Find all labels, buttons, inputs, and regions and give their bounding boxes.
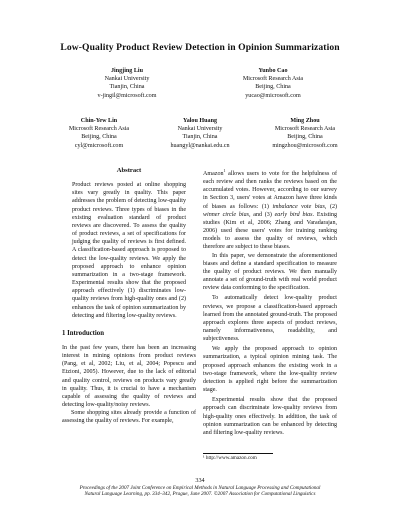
- footer-line: Proceedings of the 2007 Joint Conference on Empirical Methods in Natural Language Processing and Computational: [79, 485, 321, 491]
- author-block: [145, 117, 255, 150]
- left-column: [62, 167, 196, 426]
- right-column: [203, 167, 337, 437]
- author-name: Ming Zhou: [290, 118, 320, 124]
- emphasis-text: winner circle bias: [203, 211, 249, 218]
- paper-title: Low-Quality Product Review Detection in Opinion Summarization: [60, 42, 340, 53]
- emphasis-text: imbalance vote bias: [272, 203, 325, 210]
- author-email: huangyl@nankai.edu.cn: [170, 142, 230, 149]
- author-block: [72, 67, 182, 100]
- author-affiliation: Microsoft Research Asia: [274, 126, 336, 133]
- author-city: Tianjin, China: [182, 134, 218, 141]
- author-city: Beijing, China: [81, 134, 117, 141]
- author-email: cyl@microsoft.com: [74, 142, 124, 149]
- author-city: Beijing, China: [255, 84, 291, 91]
- author-email: v-jingil@microsoft.com: [97, 92, 157, 99]
- body-text: , and (3): [248, 211, 275, 218]
- author-block: [44, 117, 154, 150]
- author-name: Yalou Huang: [182, 118, 218, 124]
- abstract-heading: Abstract: [116, 167, 142, 174]
- footnote: ¹ http://www.amazon.com: [203, 455, 257, 461]
- author-affiliation: Nankai University: [104, 76, 150, 83]
- footnote-marker: 1: [223, 168, 226, 173]
- body-text: , (2): [324, 203, 337, 210]
- author-affiliation: Microsoft Research Asia: [68, 126, 130, 133]
- proceedings-footer: [55, 485, 345, 498]
- author-affiliation: Nankai University: [177, 126, 223, 133]
- page-number: 334: [195, 477, 205, 484]
- author-block: [245, 117, 365, 150]
- section-heading: 1 Introduction: [62, 329, 104, 337]
- author-name: Yunbo Cao: [258, 68, 288, 74]
- body-paragraph: Some shopping sites already provide a function of assessing the quality of reviews. For example,: [62, 410, 196, 425]
- abstract-text: Product reviews posted at online shopping sites vary greatly in quality. This paper addresses the problem of detecting low-quality product reviews. Three types of biases in the existing evaluation standard of product reviews are discovered. To assess the quality of product reviews, a set of specifications for judging the quality of reviews is first defined. A classification-based approach is proposed to detect the low-quality reviews. We apply the proposed approach to enhance opinion summarization in a two-stage framework. Experimental results show that the proposed approach effectively (1) discriminates low-quality reviews from high-quality ones and (2) enhances the task of opinion summarization by detecting and filtering low-quality reviews.: [72, 182, 186, 319]
- body-paragraph: [203, 167, 337, 252]
- body-text: Amazon: [203, 171, 224, 178]
- author-email: mingzhou@microsoft.com: [272, 142, 338, 149]
- body-text: allows users to vote for the helpfulness of each review and then ranks the reviews based on the accumulated votes. However, according to our survey in Section 3, users' votes at Amazon have three kinds of biases as follows: (1): [203, 171, 337, 210]
- author-name: Chin-Yew Lin: [80, 118, 118, 124]
- author-affiliation: Microsoft Research Asia: [242, 76, 304, 83]
- body-text: . Existing studies (Kim et al, 2006; Zhang and Varadarajan, 2006) used these users' votes for training ranking models to assess the quality of reviews, which therefore are subject to these biases.: [203, 211, 337, 251]
- body-paragraph: We apply the proposed approach to opinion summarization, a typical opinion mining task. The proposed approach enhances the existing work in a two-stage framework, where the low-quality review detection is applied right before the summarization stage.: [203, 346, 337, 394]
- author-city: Beijing, China: [287, 134, 323, 141]
- footer-line: Natural Language Learning, pp. 334–342, Prague, June 2007. ©2007 Association for Computational Linguistics: [84, 491, 316, 498]
- author-email: yucao@microsoft.com: [245, 92, 301, 99]
- body-paragraph: Experimental results show that the proposed approach can discriminate low-quality reviews from high-quality ones effectively. In addition, the task of opinion summarization can be enhanced by detecting and filtering low-quality reviews.: [203, 397, 337, 436]
- body-paragraph: To automatically detect low-quality product reviews, we propose a classification-based approach learned from the annotated ground-truth. The proposed approach explores three aspects of product reviews, namely informativeness, readability, and subjectiveness.: [203, 295, 337, 343]
- footnote-divider: [203, 453, 273, 454]
- body-paragraph: In the past few years, there has been an increasing interest in mining opinions from product reviews (Pang, et al, 2002; Liu, et al, 2004; Popescu and Etzioni, 2005). However, due to the lack of editorial and quality control, reviews on products vary greatly in quality. Thus, it is crucial to have a mechanism capable of assessing the quality of reviews and detecting low-quality/noisy reviews.: [62, 344, 196, 409]
- body-paragraph: In this paper, we demonstrate the aforementioned biases and define a standard specification to measure the quality of product reviews. We then manually annotate a set of ground-truth with real world product review data conforming to the specification.: [203, 252, 337, 292]
- emphasis-text: early bird bias: [274, 211, 313, 218]
- author-name: Jingjing Liu: [110, 68, 143, 74]
- author-city: Tianjin, China: [109, 84, 145, 91]
- author-block: [208, 67, 338, 100]
